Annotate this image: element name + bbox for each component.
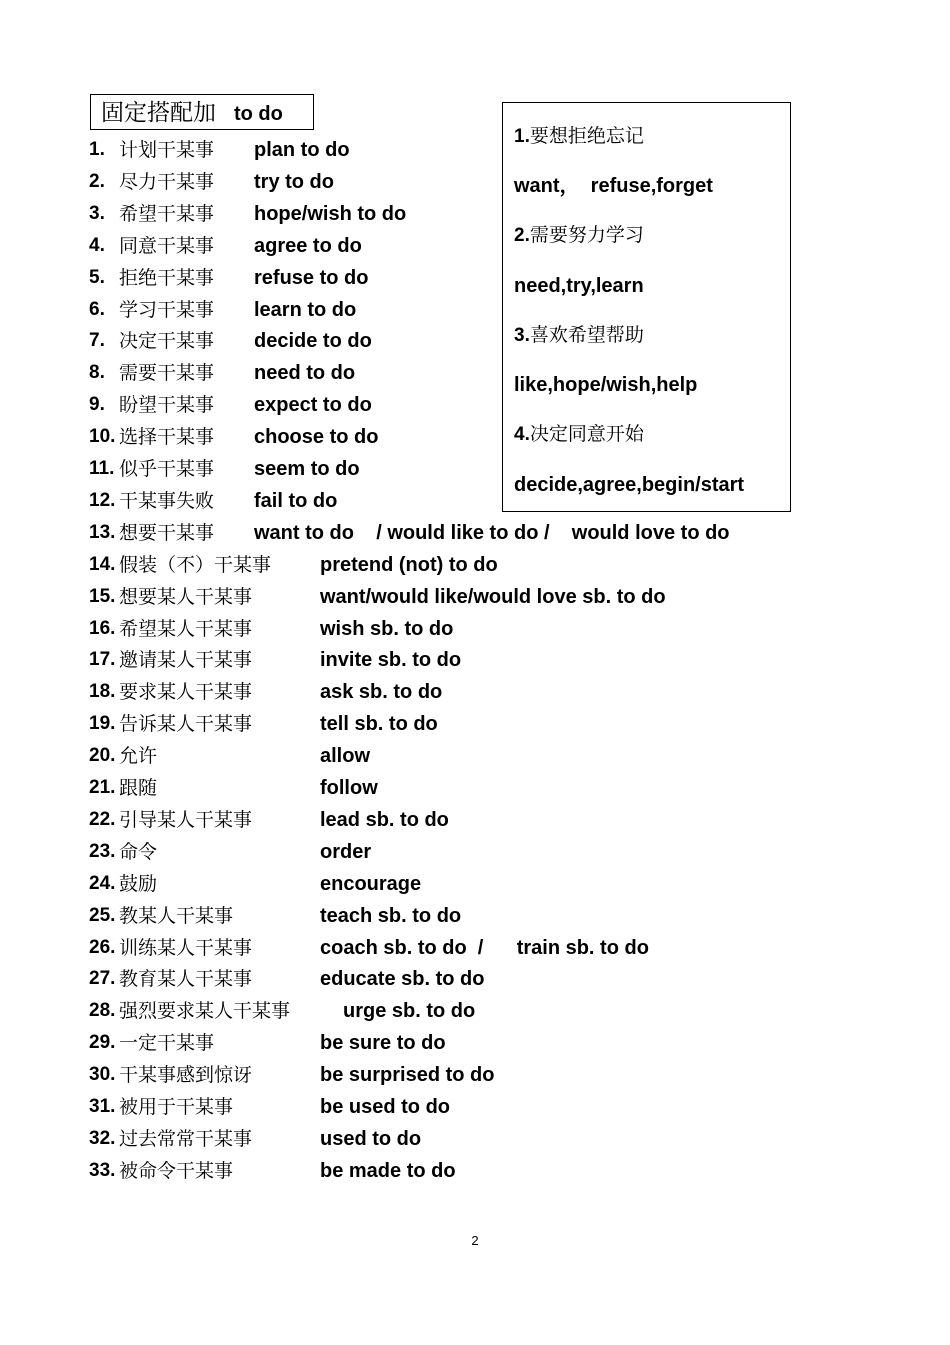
summary-number: 2. — [514, 225, 530, 246]
phrase-number: 2. — [89, 171, 105, 192]
phrase-number: 21. — [89, 777, 116, 798]
phrase-number: 11. — [89, 458, 115, 479]
phrase-english: allow — [320, 745, 371, 767]
phrase-number: 4. — [89, 235, 105, 256]
phrase-english: be made to do — [320, 1160, 456, 1182]
phrase-english: fail to do — [254, 490, 338, 512]
phrase-english: choose to do — [254, 426, 379, 448]
phrase-chinese: 希望干某事 — [119, 203, 215, 225]
summary-heading — [514, 220, 644, 251]
phrase-chinese: 学习干某事 — [119, 299, 215, 321]
phrase-number: 15. — [89, 586, 116, 607]
phrase-english: lead sb. to do — [320, 809, 449, 831]
summary-english: want， refuse,forget — [514, 175, 713, 197]
phrase-chinese: 假装（不）干某事 — [119, 554, 272, 576]
section-title-zh: 固定搭配加 — [101, 100, 216, 126]
phrase-chinese: 训练某人干某事 — [119, 937, 253, 959]
phrase-chinese: 盼望干某事 — [119, 394, 215, 416]
phrase-chinese: 跟随 — [119, 777, 158, 799]
phrase-chinese: 要求某人干某事 — [119, 681, 253, 703]
phrase-number: 12. — [89, 490, 116, 511]
phrase-number: 32. — [89, 1128, 116, 1149]
phrase-number: 22. — [89, 809, 116, 830]
summary-number: 3. — [514, 325, 530, 346]
summary-box — [502, 102, 791, 512]
summary-chinese: 需要努力学习 — [529, 224, 644, 246]
phrase-chinese: 邀请某人干某事 — [119, 649, 253, 671]
summary-chinese: 要想拒绝忘记 — [529, 125, 644, 147]
section-title-en: to do — [234, 103, 283, 125]
phrase-chinese: 强烈要求某人干某事 — [119, 1000, 291, 1022]
phrase-english: wish sb. to do — [320, 618, 454, 640]
summary-english: like,hope/wish,help — [514, 374, 698, 396]
phrase-chinese: 被用于干某事 — [119, 1096, 234, 1118]
phrase-chinese: 干某事感到惊讶 — [119, 1064, 253, 1086]
summary-heading — [514, 419, 644, 450]
phrase-english: try to do — [254, 171, 334, 193]
phrase-english: want to do / would like to do / would love to do — [254, 522, 730, 544]
phrase-number: 3. — [89, 203, 105, 224]
phrase-number: 9. — [89, 394, 105, 415]
phrase-number: 17. — [89, 649, 116, 670]
phrase-english: tell sb. to do — [320, 713, 438, 735]
summary-number: 1. — [514, 126, 530, 147]
phrase-number: 31. — [89, 1096, 116, 1117]
phrase-chinese: 选择干某事 — [119, 426, 215, 448]
phrase-english: follow — [320, 777, 378, 799]
phrase-chinese: 教某人干某事 — [119, 905, 234, 927]
phrase-number: 8. — [89, 362, 105, 383]
phrase-number: 20. — [89, 745, 116, 766]
phrase-english: plan to do — [254, 139, 350, 161]
phrase-chinese: 教育某人干某事 — [119, 968, 253, 990]
summary-chinese: 决定同意开始 — [529, 423, 644, 445]
phrase-english: teach sb. to do — [320, 905, 462, 927]
phrase-chinese: 拒绝干某事 — [119, 267, 215, 289]
phrase-number: 1. — [89, 139, 105, 160]
phrase-chinese: 命令 — [119, 841, 158, 863]
phrase-english: used to do — [320, 1128, 422, 1150]
phrase-chinese: 一定干某事 — [119, 1032, 215, 1054]
phrase-number: 28. — [89, 1000, 116, 1021]
phrase-english: decide to do — [254, 330, 372, 352]
phrase-number: 25. — [89, 905, 116, 926]
phrase-number: 26. — [89, 937, 116, 958]
phrase-chinese: 过去常常干某事 — [119, 1128, 253, 1150]
phrase-chinese: 干某事失败 — [119, 490, 215, 512]
phrase-number: 14. — [89, 554, 116, 575]
phrase-chinese: 同意干某事 — [119, 235, 215, 257]
phrase-number: 10. — [89, 426, 116, 447]
phrase-chinese: 告诉某人干某事 — [119, 713, 253, 735]
phrase-english: refuse to do — [254, 267, 369, 289]
phrase-chinese: 希望某人干某事 — [119, 618, 253, 640]
phrase-chinese: 想要干某事 — [119, 522, 215, 544]
phrase-english: be used to do — [320, 1096, 450, 1118]
phrase-english: agree to do — [254, 235, 362, 257]
phrase-number: 5. — [89, 267, 105, 288]
summary-english: need,try,learn — [514, 275, 644, 297]
phrase-number: 6. — [89, 299, 105, 320]
phrase-english: be surprised to do — [320, 1064, 495, 1086]
phrase-number: 19. — [89, 713, 116, 734]
phrase-number: 16. — [89, 618, 116, 639]
phrase-chinese: 尽力干某事 — [119, 171, 215, 193]
phrase-chinese: 需要干某事 — [119, 362, 215, 384]
phrase-chinese: 似乎干某事 — [119, 458, 215, 480]
phrase-number: 7. — [89, 330, 105, 351]
phrase-english: ask sb. to do — [320, 681, 443, 703]
summary-english: decide,agree,begin/start — [514, 474, 745, 496]
phrase-english: encourage — [320, 873, 422, 895]
phrase-english: invite sb. to do — [320, 649, 462, 671]
summary-chinese: 喜欢希望帮助 — [529, 324, 644, 346]
phrase-chinese: 想要某人干某事 — [119, 586, 253, 608]
summary-heading — [514, 320, 644, 351]
phrase-chinese: 鼓励 — [119, 873, 158, 895]
phrase-number: 27. — [89, 968, 116, 989]
phrase-number: 24. — [89, 873, 116, 894]
phrase-chinese: 允许 — [119, 745, 158, 767]
section-title — [90, 94, 314, 130]
phrase-chinese: 决定干某事 — [119, 330, 215, 352]
phrase-english: order — [320, 841, 372, 863]
phrase-chinese: 被命令干某事 — [119, 1160, 234, 1182]
summary-number: 4. — [514, 424, 530, 445]
phrase-number: 29. — [89, 1032, 116, 1053]
summary-heading — [514, 121, 644, 152]
phrase-english: educate sb. to do — [320, 968, 485, 990]
phrase-english: coach sb. to do / train sb. to do — [320, 937, 649, 959]
phrase-english: learn to do — [254, 299, 357, 321]
phrase-english: hope/wish to do — [254, 203, 407, 225]
phrase-chinese: 计划干某事 — [119, 139, 215, 161]
phrase-english: be sure to do — [320, 1032, 446, 1054]
phrase-english: expect to do — [254, 394, 372, 416]
phrase-number: 13. — [89, 522, 116, 543]
phrase-chinese: 引导某人干某事 — [119, 809, 253, 831]
phrase-english: need to do — [254, 362, 356, 384]
phrase-number: 18. — [89, 681, 116, 702]
phrase-number: 33. — [89, 1160, 116, 1181]
phrase-number: 30. — [89, 1064, 116, 1085]
phrase-english: urge sb. to do — [343, 1000, 476, 1022]
phrase-english: want/would like/would love sb. to do — [320, 586, 666, 608]
phrase-english: seem to do — [254, 458, 360, 480]
phrase-number: 23. — [89, 841, 116, 862]
phrase-english: pretend (not) to do — [320, 554, 498, 576]
page-number: 2 — [471, 1233, 479, 1248]
